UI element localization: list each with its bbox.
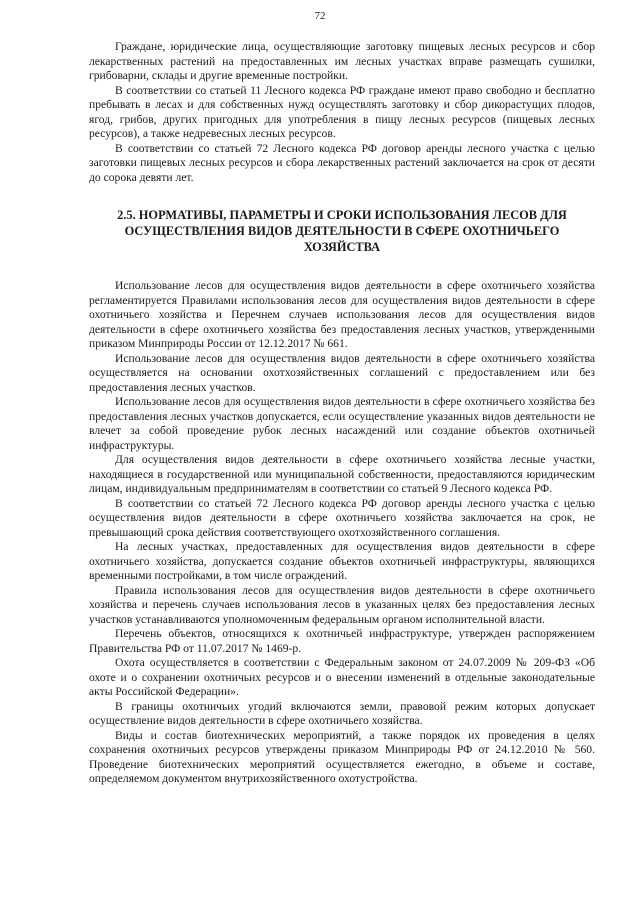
page-number: 72 [314, 10, 326, 22]
paragraph: В границы охотничьих угодий включаются земли, правовой режим которых допускает осуществление видов деятельности в сфере охотничьего хозяйства. [89, 699, 595, 727]
page-content [89, 40, 595, 787]
paragraph: Виды и состав биотехнических мероприятий, а также порядок их проведения в целях сохранения охотничьих ресурсов утверждены приказом Минприроды РФ от 24.12.2010 № 560. Проведение биотехнических мероприятий осуществляется ежегодно, в объеме и составе, определяемом документом внутрихозяйственного охотустройства. [89, 728, 595, 785]
paragraph: Перечень объектов, относящихся к охотничьей инфраструктуре, утвержден распоряжением Правительства РФ от 11.07.2017 № 1469-р. [89, 627, 595, 655]
paragraph: На лесных участках, предоставленных для осуществления видов деятельности в сфере охотничьего хозяйства, допускается создание объектов охотничьей инфраструктуры, являющихся временными постройками, в том числе ограждений. [89, 540, 595, 582]
paragraph: В соответствии со статьей 72 Лесного кодекса РФ договор аренды лесного участка с целью осуществления видов деятельности в сфере охотничьего хозяйства заключается на срок, не превышающий срока действия соответствующего охотхозяйственного соглашения. [89, 496, 595, 539]
paragraph: Правила использования лесов для осуществления видов деятельности в сфере охотничьего хозяйства и перечень случаев использования лесов в указанных целях без предоставления лесных участков устанавливаются уполномоченным федеральным органом исполнительной власти. [89, 583, 595, 626]
paragraph: В соответствии со статьей 11 Лесного кодекса РФ граждане имеют право свободно и бесплатно пребывать в лесах и для собственных нужд осуществлять заготовку и сбор дикорастущих плодов, ягод, грибов, других пригодных для употребления в пищу лесных ресурсов (пищевых лесных ресурсов), а также недревесных лесных ресурсов. [89, 83, 595, 140]
section-heading: 2.5. НОРМАТИВЫ, ПАРАМЕТРЫ И СРОКИ ИСПОЛЬЗОВАНИЯ ЛЕСОВ ДЛЯ ОСУЩЕСТВЛЕНИЯ ВИДОВ ДЕЯТЕЛЬНОСТИ В СФЕРЕ ОХОТНИЧЬЕГО ХОЗЯЙСТВА [117, 208, 567, 254]
paragraph: Использование лесов для осуществления видов деятельности в сфере охотничьего хозяйства регламентируется Правилами использования лесов для осуществления видов деятельности в сфере охотничьего хозяйства и Перечнем случаев использования лесов для осуществления видов деятельности в сфере охотничьего хозяйства без предоставления лесных участков, утвержденными приказом Минприроды России от 12.12.2017 № 661. [89, 279, 595, 350]
paragraph: Использование лесов для осуществления видов деятельности в сфере охотничьего хозяйства без предоставления лесных участков допускается, если осуществление указанных видов деятельности не влечет за собой проведение рубок лесных насаждений или создание объектов охотничьей инфраструктуры. [89, 395, 595, 452]
paragraph: Для осуществления видов деятельности в сфере охотничьего хозяйства лесные участки, находящиеся в государственной или муниципальной собственности, предоставляются юридическим лицам, индивидуальным предпринимателям в соответствии со статьей 9 Лесного кодекса РФ. [89, 453, 595, 495]
paragraph: Охота осуществляется в соответствии с Федеральным законом от 24.07.2009 № 209-ФЗ «Об охоте и о сохранении охотничьих ресурсов и о внесении изменений в отдельные законодательные акты Российской Федерации». [89, 656, 595, 698]
paragraph: Граждане, юридические лица, осуществляющие заготовку пищевых лесных ресурсов и сбор лекарственных растений на предоставленных им лесных участках вправе размещать сушилки, грибоварни, склады и другие временные постройки. [89, 40, 595, 82]
paragraph: В соответствии со статьей 72 Лесного кодекса РФ договор аренды лесного участка с целью заготовки пищевых лесных ресурсов и сбора лекарственных растений заключается на срок от десяти до сорока девяти лет. [89, 141, 595, 184]
paragraph: Использование лесов для осуществления видов деятельности в сфере охотничьего хозяйства осуществляется на основании охотхозяйственных соглашений с предоставлением или без предоставления лесных участков. [89, 351, 595, 394]
